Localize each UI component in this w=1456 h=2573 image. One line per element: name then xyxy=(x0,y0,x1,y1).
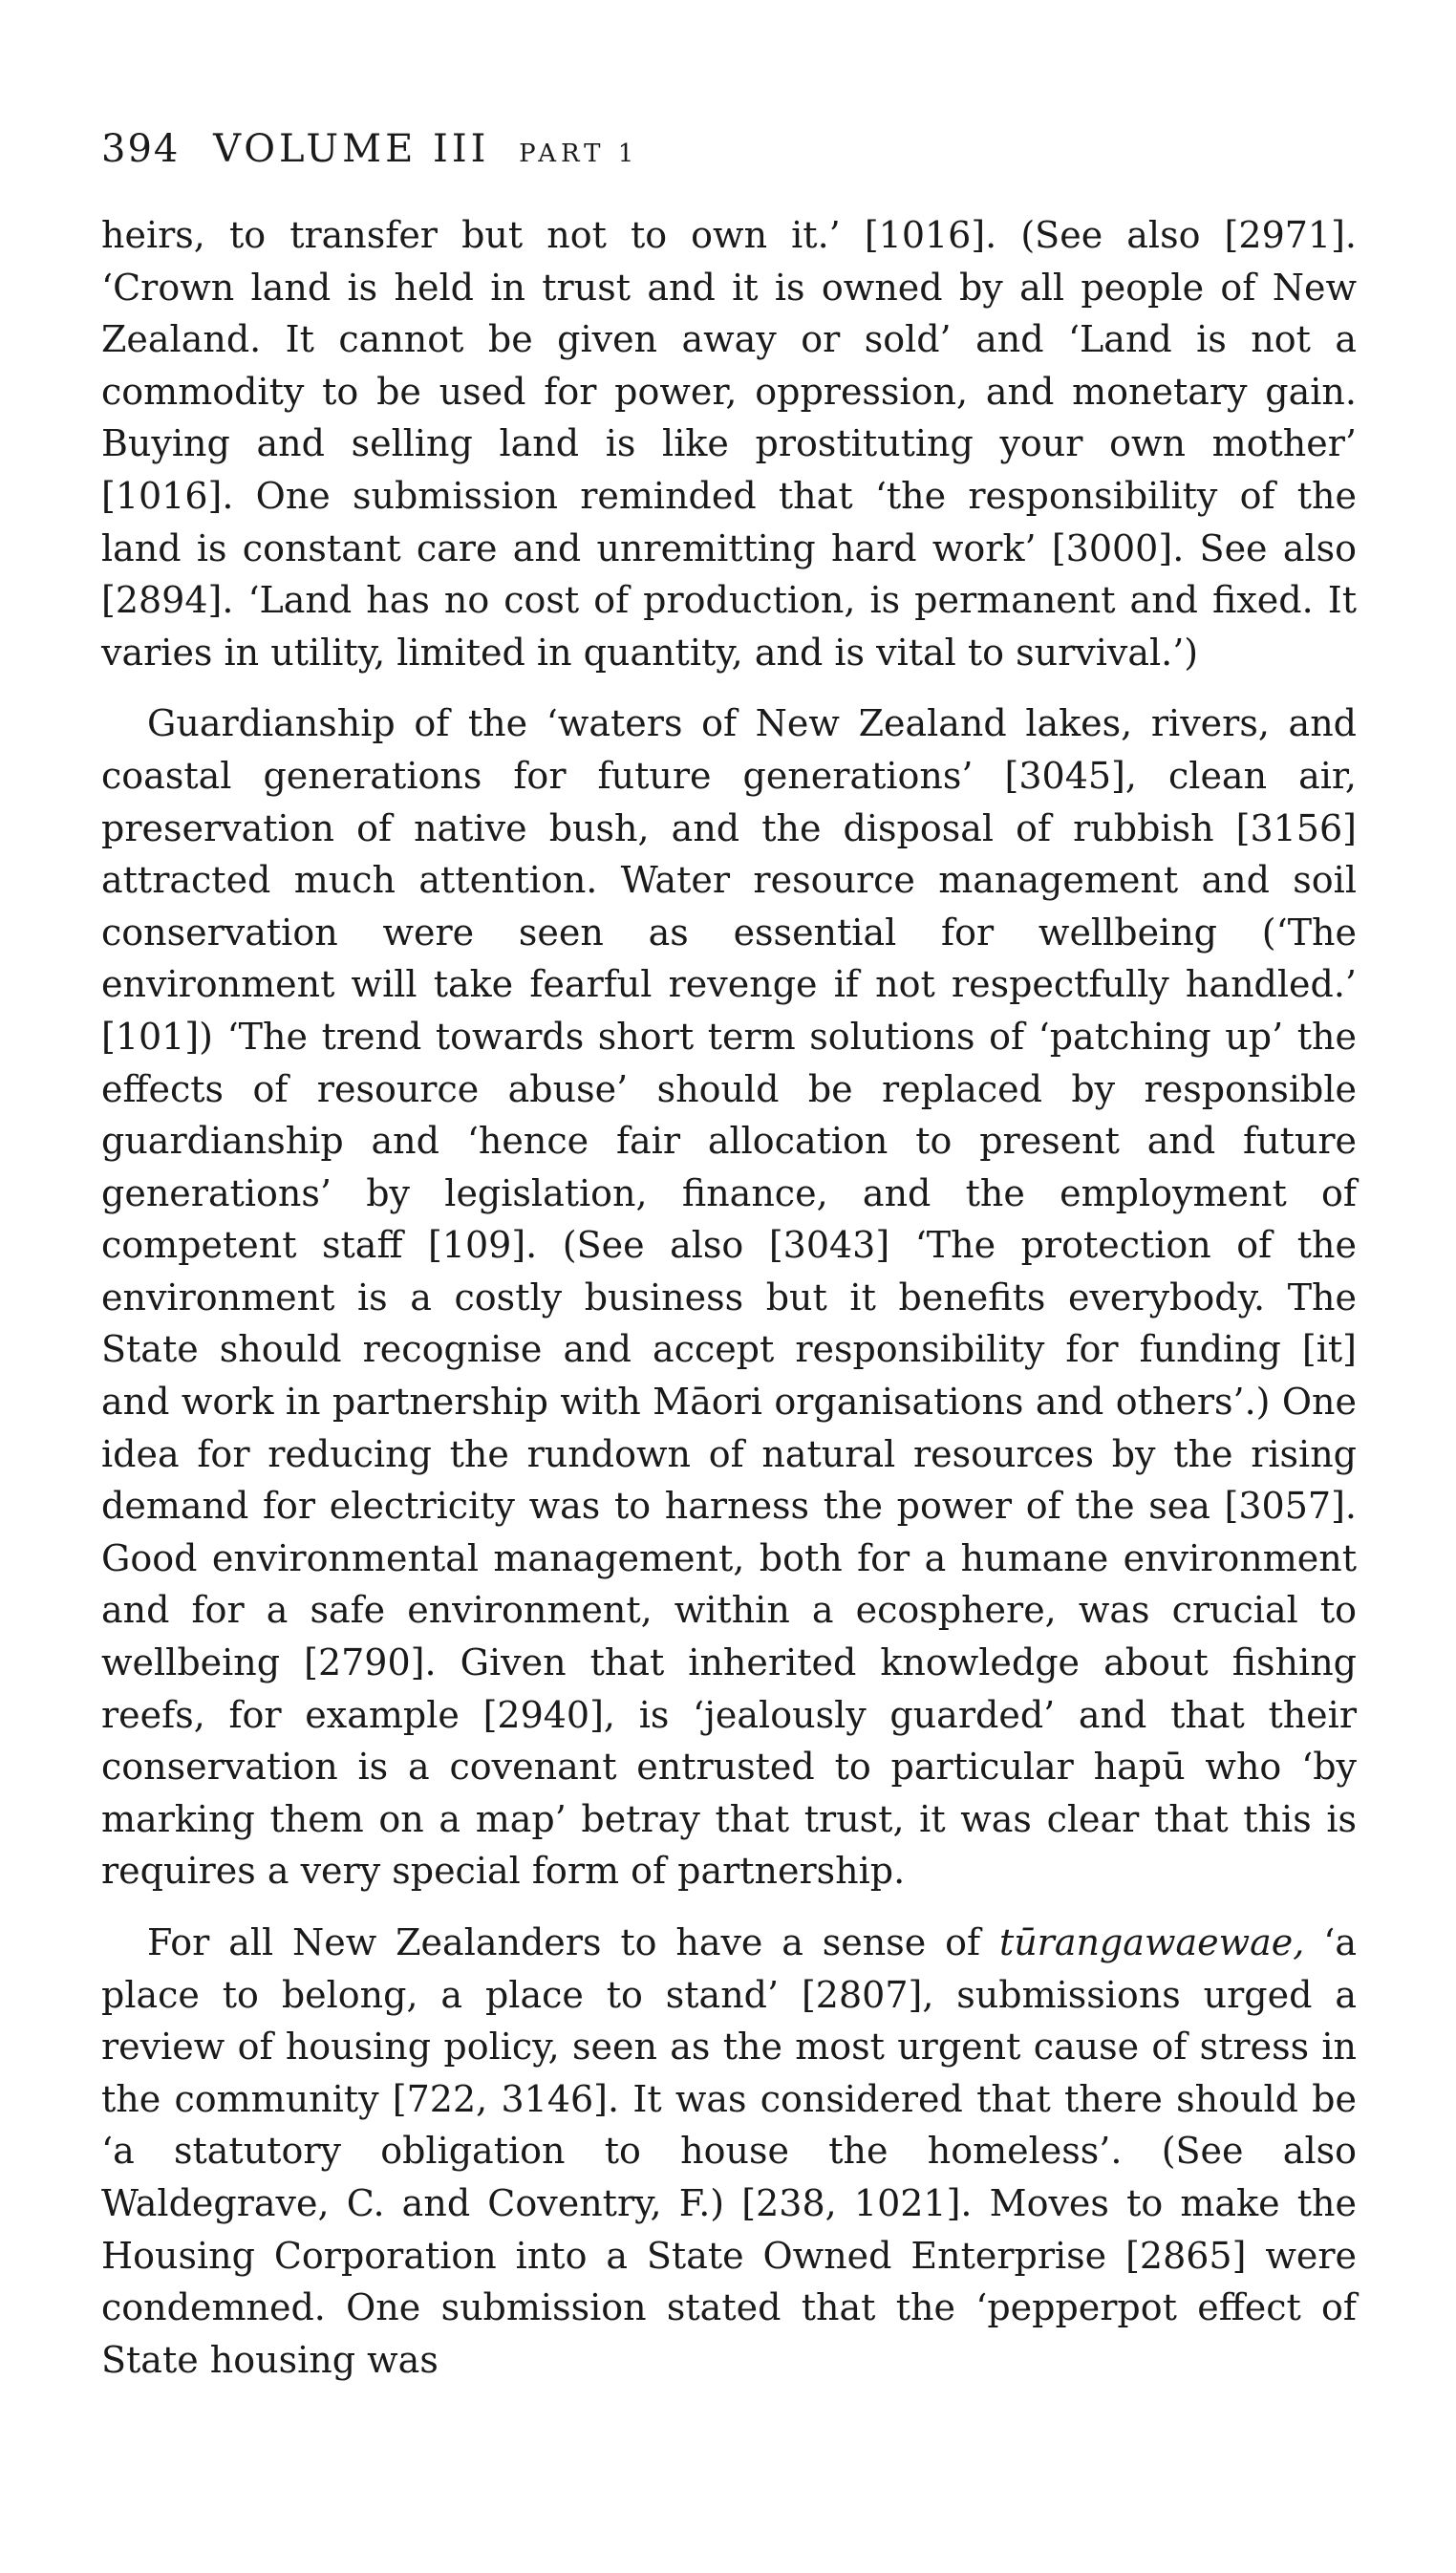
paragraph-housing xyxy=(101,1917,1357,2386)
book-page xyxy=(101,122,1357,2386)
volume-title: VOLUME III xyxy=(213,127,490,171)
part-label: PART 1 xyxy=(519,139,639,168)
paragraph-land-trust: heirs, to transfer but not to own it.’ [1016]. (See also [2971]. ‘Crown land is held in trust and it is owned by all people of New Zealand. It cannot be given away or sold’ and ‘Land is not a commodity to be used for power, oppression, and monetary gain. Buying and selling land is like prostituting your own mother’ [1016]. One submission reminded that ‘the responsibility of the land is constant care and unremitting hard work’ [3000]. See also [2894]. ‘Land has no cost of production, is permanent and fixed. It varies in utility, limited in quantity, and is vital to survival.’) xyxy=(101,214,1357,674)
page-number: 394 xyxy=(101,127,181,171)
turangawaewae-term: tūrangawaewae, xyxy=(998,1921,1305,1963)
paragraph-housing-lead: For all New Zealanders to have a sense of xyxy=(147,1921,999,1963)
paragraph-housing-rest: ‘a place to belong, a place to stand’ [2807], submissions urged a review of housing policy, seen as the most urgent cause of stress in the community [722, 3146]. It was considered that there should be ‘a statutory obligation to house the homeless’. (See also Waldegrave, C. and Coventry, F.) [238, 1021]. Moves to make the Housing Corporation into a State Owned Enterprise [2865] were condemned. One submission stated that the ‘pepperpot effect of State housing was xyxy=(101,1921,1357,2381)
running-head xyxy=(101,122,1357,181)
body-text xyxy=(101,209,1357,2386)
paragraph-guardianship: Guardianship of the ‘waters of New Zealand lakes, rivers, and coastal generations for future generations’ [3045], clean air, preservation of native bush, and the disposal of rubbish [3156] attracted much attention. Water resource management and soil conservation were seen as essential for wellbeing (‘The environment will take fearful revenge if not respectfully handled.’ [101]) ‘The trend towards short term solutions of ‘patching up’ the effects of resource abuse’ should be replaced by responsible guardianship and ‘hence fair allocation to present and future generations’ by legislation, finance, and the employment of competent staff [109]. (See also [3043] ‘The protection of the environment is a costly business but it benefits everybody. The State should recognise and accept responsibility for funding [it] and work in partnership with Māori organisations and others’.) One idea for reducing the rundown of natural resources by the rising demand for electricity was to harness the power of the sea [3057]. Good environmental management, both for a humane environment and for a safe environment, within a ecosphere, was crucial to wellbeing [2790]. Given that inherited knowledge about fishing reefs, for example [2940], is ‘jealously guarded’ and that their conservation is a covenant entrusted to particular hapū who ‘by marking them on a map’ betray that trust, it was clear that this is requires a very special form of partnership. xyxy=(101,702,1357,1893)
